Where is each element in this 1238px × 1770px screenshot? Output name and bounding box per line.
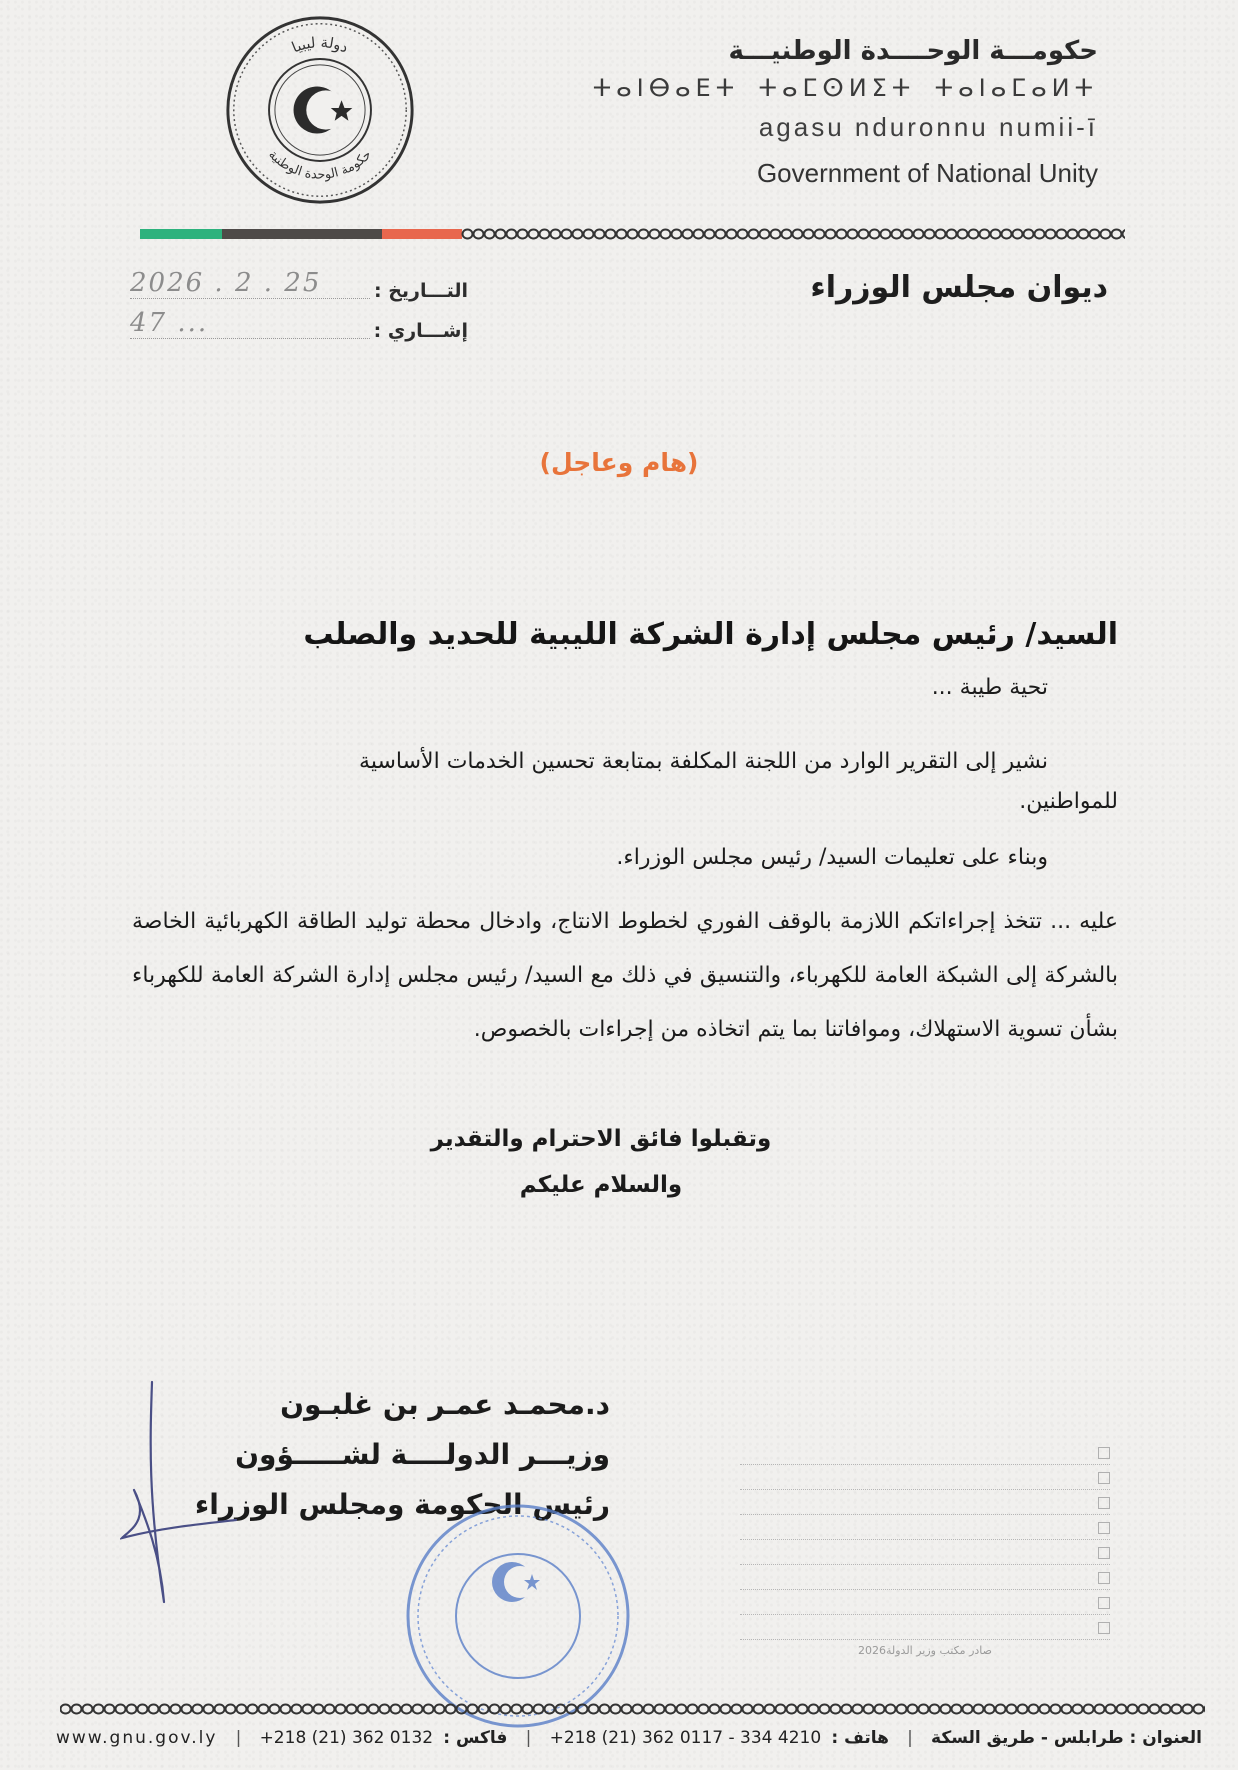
svg-text:دولة ليبيا [289, 34, 350, 56]
official-stamp [402, 1500, 634, 1732]
letter-paragraph-2: وبناء على تعليمات السيد/ رئيس مجلس الوزراء. [616, 845, 1048, 870]
distribution-line [740, 1442, 1110, 1465]
footer-contact: www.gnu.gov.ly | +218 (21) 362 0132 فاكس : | +218 (21) 362 0117 - 334 4210 هاتف : | العنوان : طرابلس - طريق السكة [56, 1728, 1202, 1748]
date-value: 2026 . 2 . 25 [130, 268, 370, 299]
emblem-text-top: دولة ليبيا [289, 34, 351, 57]
letter-paragraph-1-end: للمواطنين. [1019, 789, 1118, 814]
government-name-english: Government of National Unity [756, 158, 1098, 188]
government-name-latin: agasu nduronnu numii-ī [758, 112, 1098, 142]
distribution-line [740, 1617, 1110, 1640]
reference-label: إشـــاري : [373, 320, 468, 342]
government-emblem-logo [222, 12, 418, 208]
handwritten-signature [120, 1370, 240, 1610]
svg-text:حكومة الوحدة الوطنية [265, 147, 375, 182]
reference-value: 47 ... [130, 308, 370, 339]
government-name-arabic: حكومـــة الوحــــدة الوطنيـــة [728, 36, 1098, 66]
distribution-line [740, 1542, 1110, 1565]
department-title: ديوان مجلس الوزراء [810, 270, 1108, 305]
footer-website[interactable]: www.gnu.gov.ly [56, 1728, 218, 1748]
letter-closing: وتقبلوا فائق الاحترام والتقدير [430, 1126, 772, 1152]
footer-phone-label: هاتف : [831, 1728, 889, 1748]
footer-divider [60, 1702, 1205, 1716]
distribution-footnote: صادر مكتب وزير الدولة2026 [858, 1644, 992, 1657]
footer-address: العنوان : طرابلس - طريق السكة [931, 1728, 1202, 1748]
distribution-line [740, 1467, 1110, 1490]
signatory-name: د.محمـد عمـر بن غلبـون [280, 1388, 610, 1421]
letter-paragraph-1: نشير إلى التقرير الوارد من اللجنة المكلفة بمتابعة تحسين الخدمات الأساسية [359, 749, 1048, 774]
distribution-list [740, 1442, 1110, 1657]
letter-greeting: تحية طيبة ... [931, 675, 1048, 700]
distribution-line [740, 1492, 1110, 1515]
signatory-title-line-2: رئيس الحكومة ومجلس الوزراء [194, 1488, 610, 1521]
letter-recipient: السيد/ رئيس مجلس إدارة الشركة الليبية للحديد والصلب [303, 617, 1118, 652]
emblem-text-bottom: حكومة الوحدة الوطنية [265, 147, 375, 183]
letter-salutation: والسلام عليكم [519, 1172, 683, 1198]
signatory-title-line-1: وزيـــر الدولــــة لشـــــؤون [235, 1438, 610, 1471]
date-label: التـــاريخ : [374, 280, 468, 302]
urgent-marker: (هام وعاجل) [539, 448, 699, 477]
distribution-line [740, 1517, 1110, 1540]
footer-phone: +218 (21) 362 0117 - 334 4210 [549, 1728, 822, 1748]
letter-paragraph-3: عليه ... تتخذ إجراءاتكم اللازمة بالوقف الفوري لخطوط الانتاج، وادخال محطة توليد الطاقة الكهربائية الخاصة بالشركة إلى الشبكة العامة للكهرباء، والتنسيق في ذلك مع السيد/ رئيس مجلس إدارة الشركة العامة للكهرباء بشأن تسوية الاستهلاك، وموافاتنا بما يتم اتخاذه من إجراءات بالخصوص. [132, 909, 1118, 1042]
header-flag-divider [140, 227, 1125, 241]
distribution-line [740, 1567, 1110, 1590]
footer-fax: +218 (21) 362 0132 [259, 1728, 434, 1748]
footer-fax-label: فاكس : [443, 1728, 508, 1748]
government-name-tifinagh: ⵜⴰⵏⴱⴰⴹⵜ ⵜⴰⵎⵙⵍⵉⵜ ⵜⴰⵏⴰⵎⴰⵍⵜ [592, 74, 1098, 102]
distribution-line [740, 1592, 1110, 1615]
